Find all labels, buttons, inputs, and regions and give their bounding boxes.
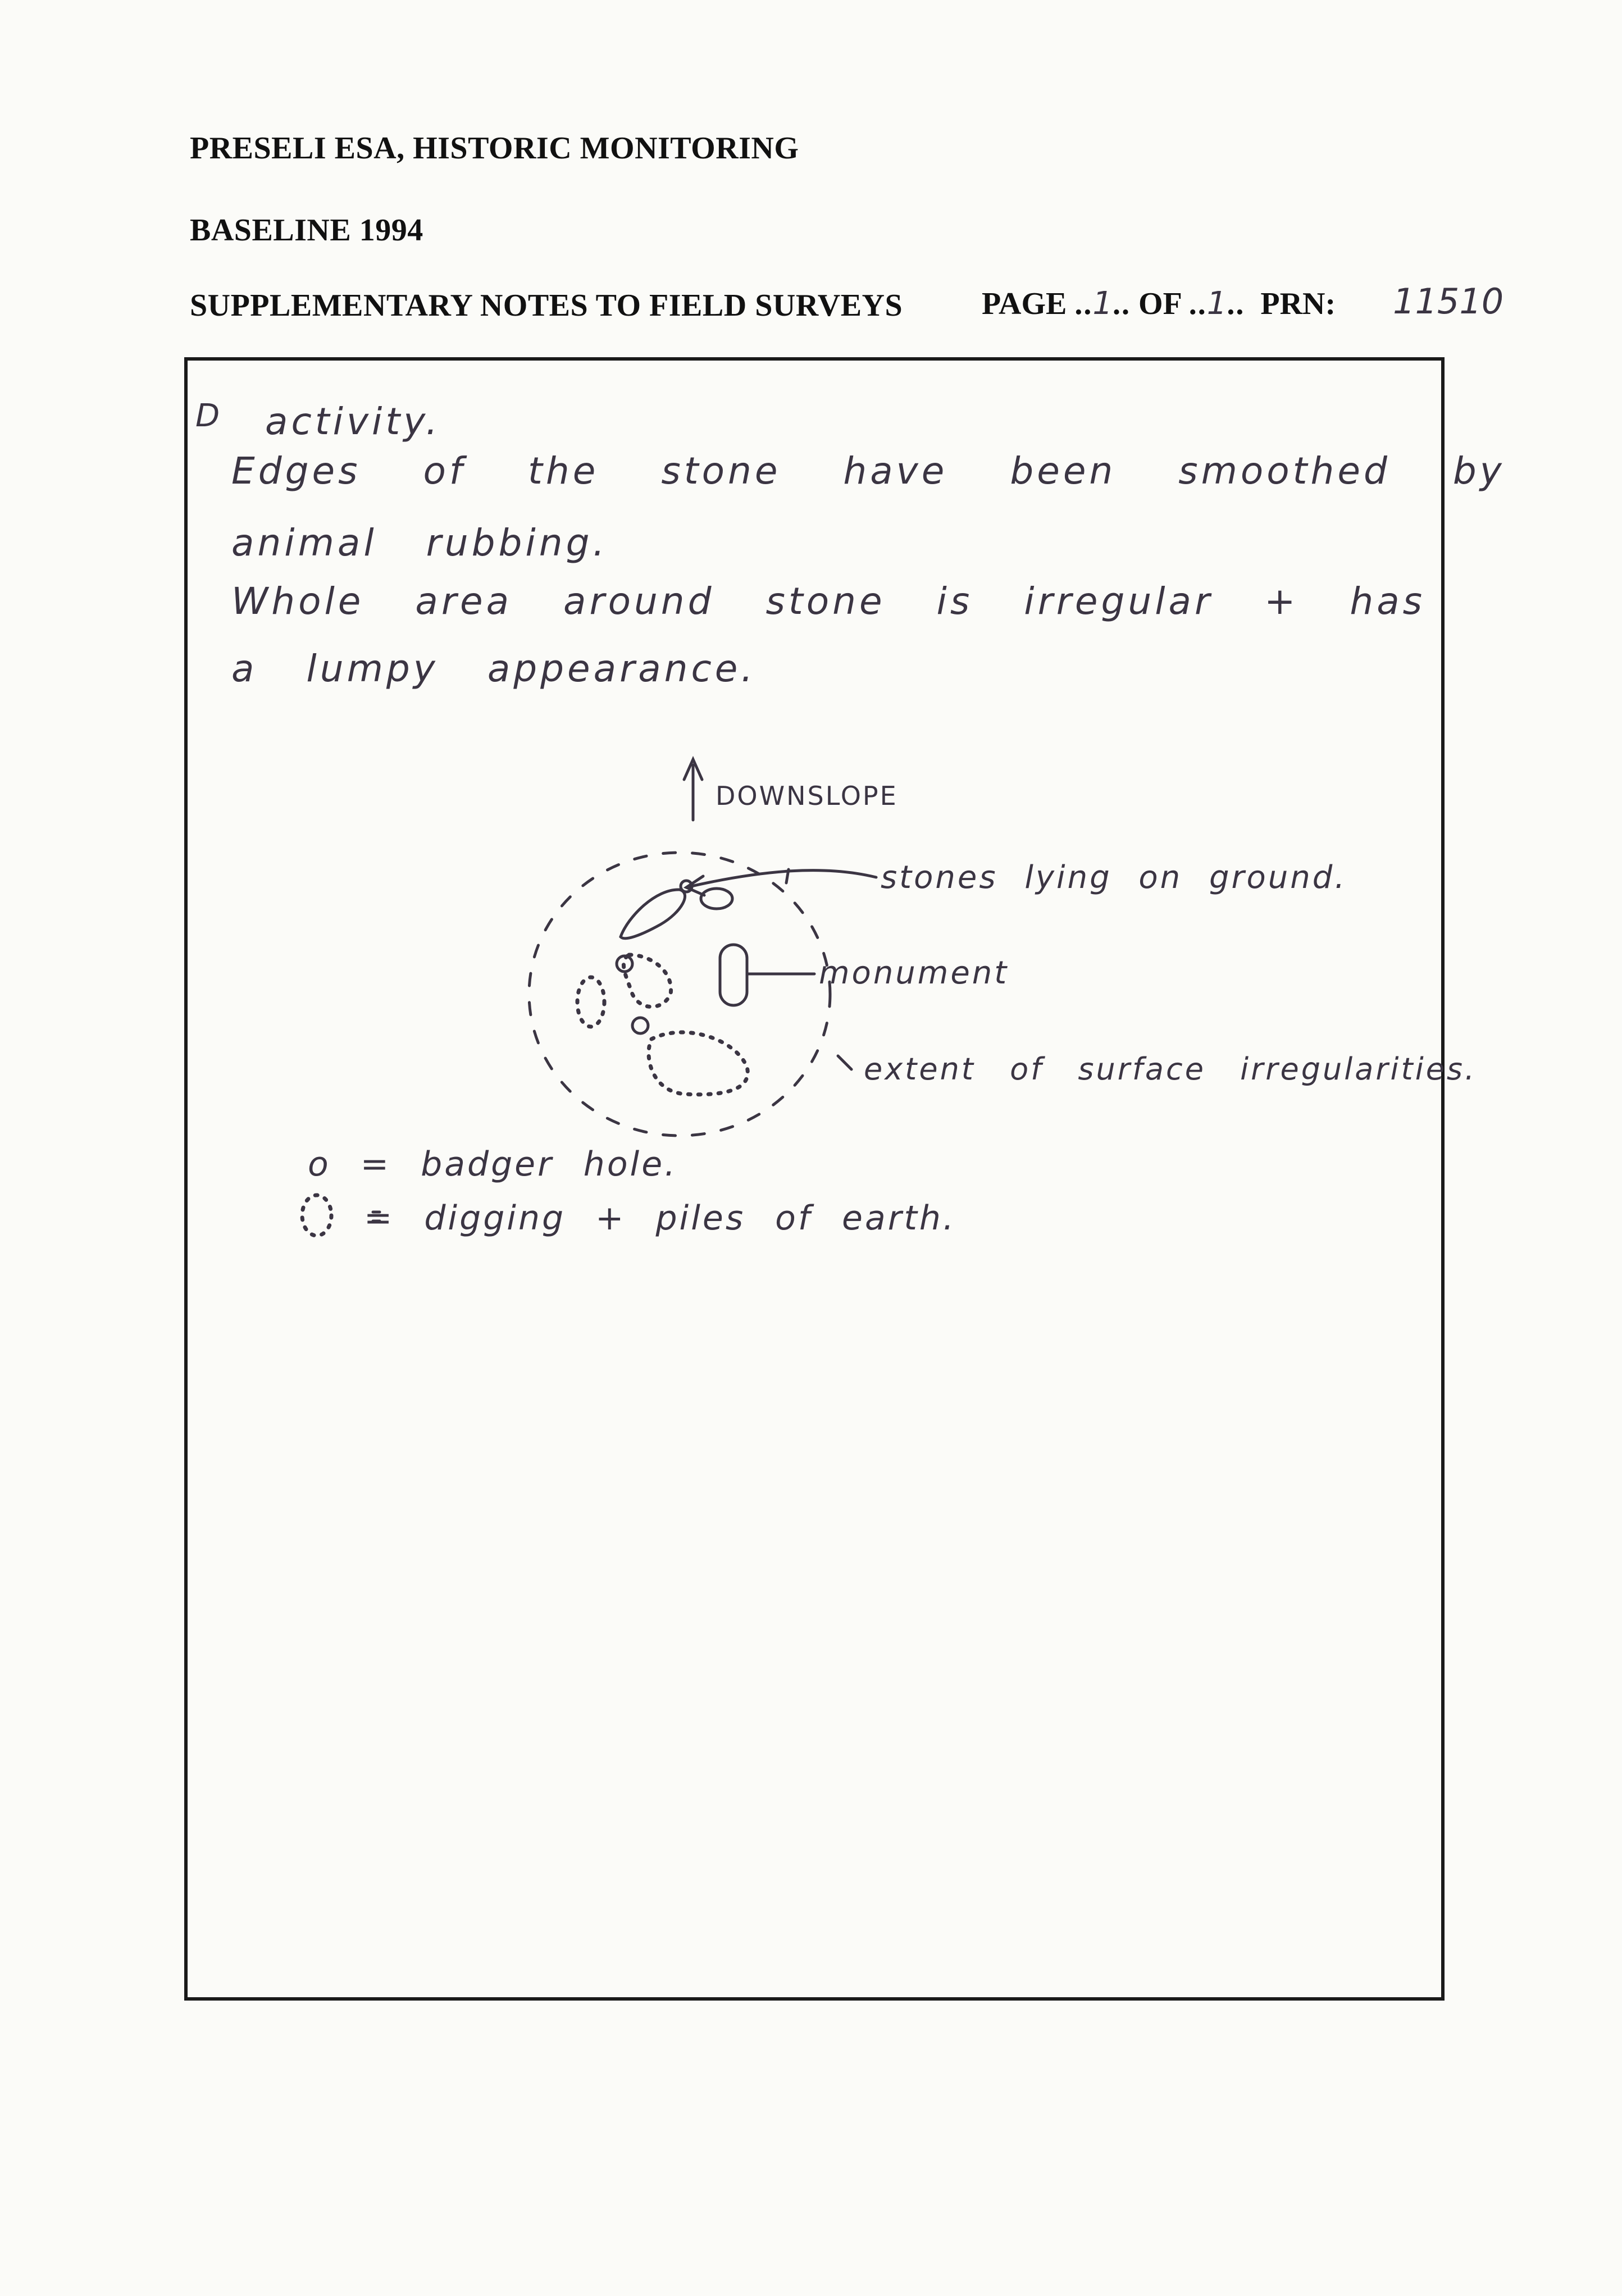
stones-label: stones lying on ground. [881, 859, 1347, 896]
note-line: Whole area around stone is irregular + has [231, 580, 1426, 623]
prn-label: PRN: [1260, 286, 1336, 321]
baseline-heading: BASELINE 1994 [190, 213, 423, 248]
prn-value: 11510 [1393, 281, 1504, 322]
extent-label: extent of surface irregularities. [864, 1051, 1477, 1087]
page-count-line: PAGE ..1.. OF ..1.. PRN: [982, 285, 1336, 322]
downslope-label: DOWNSLOPE [716, 781, 898, 811]
page-label: PAGE [982, 286, 1067, 321]
note-line: Edges of the stone have been smoothed by [231, 449, 1505, 493]
note-line: animal rubbing. [231, 521, 608, 564]
of-number: 1 [1206, 285, 1227, 322]
note-line: a lumpy appearance. [231, 647, 757, 690]
note-line: activity. [265, 400, 441, 443]
supplementary-heading: SUPPLEMENTARY NOTES TO FIELD SURVEYS [190, 288, 903, 323]
of-label: OF [1138, 286, 1181, 321]
page-number: 1 [1092, 285, 1113, 322]
monument-label: monument [819, 955, 1009, 991]
key-badger-hole: o = badger hole. [308, 1145, 678, 1184]
form-title: PRESELI ESA, HISTORIC MONITORING [190, 131, 799, 166]
key-digging: = digging + piles of earth. [364, 1199, 956, 1238]
note-label: D [195, 398, 224, 434]
